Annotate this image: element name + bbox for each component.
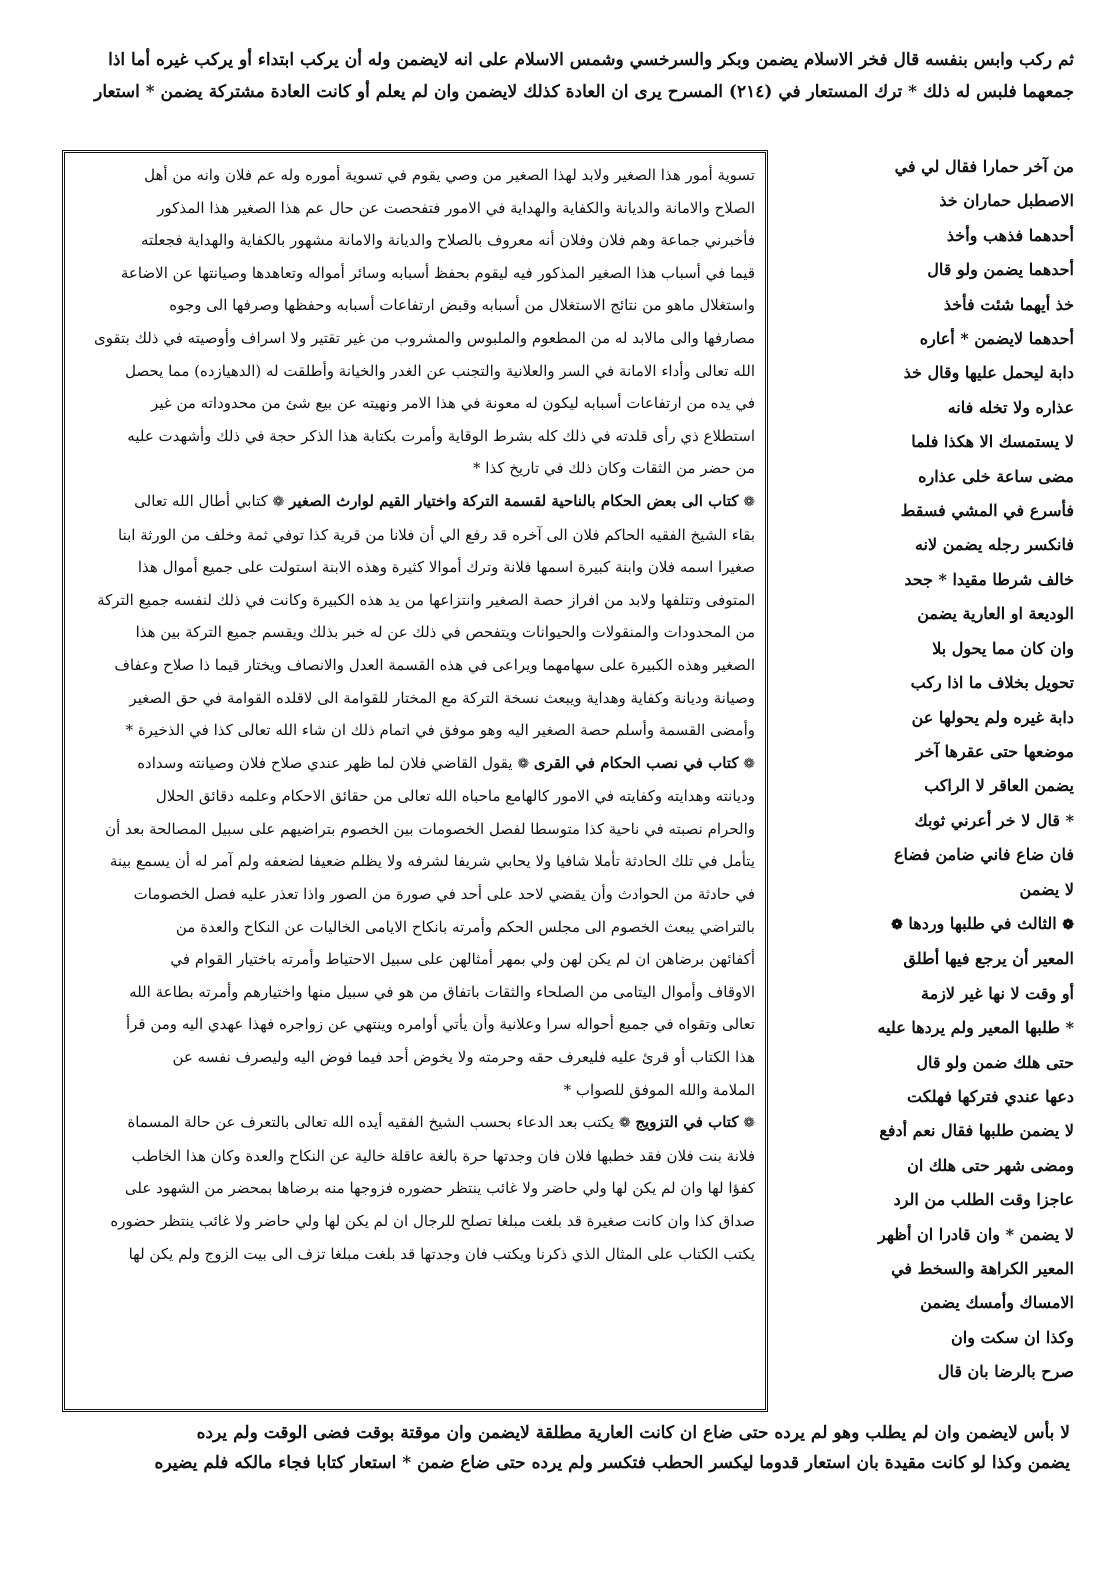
- margin-line: صرح بالرضا بان قال: [937, 1362, 1074, 1382]
- margin-line: عاجزا وقت الطلب من الرد: [893, 1190, 1074, 1210]
- text-line: بالتراضي يبعث الخصوم الى مجلس الحكم وأمرته بانكاح الايامى الخاليات عن النكاح والعدة من: [175, 917, 755, 936]
- margin-line: خالف شرطا مقيدا * جحد: [904, 569, 1074, 589]
- top-margin-line-2: جمعهما فلبس له ذلك * ترك المستعار في (٢١٤) المسرح يرى ان العادة كذلك لايضمن وان لم يعلم أو كانت العادة مشتركة يضمن * استعار: [94, 82, 1074, 102]
- text-line: من حضر من الثقات وكان ذلك في تاريخ كذا *: [473, 459, 755, 478]
- margin-line: عذاره ولا تخله فانه: [947, 397, 1074, 417]
- text-line: كفؤا لها وان لم يكن لها ولي حاضر ولا غائب ينتظر حضوره فزوجها منه برضاها بمحضر من الشهود على: [124, 1179, 755, 1198]
- ornament-icon: ❁: [891, 916, 903, 933]
- text-line: الاوقاف وأموال اليتامى من الصلحاء والثقات باتفاق من هو في سبيل منها واختيارهم وأمرته بطاعة الله: [129, 982, 755, 1001]
- ornament-icon: ❁: [743, 755, 755, 772]
- text-line: صغيرا اسمه فلان وابنة كبيرة اسمها فلانة وترك أموالا كثيرة وهذه الابنة استولت على جميع أموال هذا: [137, 558, 755, 577]
- paragraph-guardian-appointment: [75, 159, 755, 485]
- section-heading: كتاب في التزويج: [635, 1113, 739, 1132]
- paragraph-inheritance-division: [75, 485, 755, 747]
- margin-line: المعير الكراهة والسخط في: [891, 1259, 1074, 1278]
- margin-line: المعير أن يرجع فيها أطلق: [903, 949, 1074, 969]
- margin-line: * طلبها المعير ولم يردها عليه: [877, 1018, 1074, 1038]
- margin-line: موضعها حتى عقرها آخر: [915, 741, 1074, 761]
- margin-line: أحدهما لايضمن * أعاره: [919, 329, 1074, 349]
- margin-line: الوديعة او العارية يضمن: [917, 604, 1074, 624]
- text-line: مصارفها والى مالابد له من المطعوم والملبوس والمشروب من غير تقتير ولا اسراف وأوصيته في ذلك بتقوى: [94, 328, 755, 347]
- margin-line: لا يضمن طلبها فقال نعم أدفع: [879, 1121, 1074, 1141]
- margin-line: من آخر حمارا فقال لي في: [894, 157, 1074, 176]
- ornament-icon: ❁: [743, 493, 755, 510]
- text-line: استطلاع ذي رأى قلدته في ذلك كله بشرط الوقاية وأمرت بكتابة هذا الذكر حجة في ذلك وأشهدت عليه: [127, 426, 755, 445]
- margin-line: فانكسر رجله يضمن لانه: [914, 535, 1074, 555]
- text-line: صداق كذا وان كانت صغيرة قد بلغت مبلغا تصلح للرجال ان لم يكن لها ولي حاضر ولا غائب ينتظر حضوره: [110, 1212, 755, 1230]
- margin-line: فأسرع في المشي فسقط: [900, 501, 1074, 521]
- main-text-frame: [62, 150, 768, 1412]
- margin-line: لا يستمسك الا هكذا فلما: [911, 432, 1074, 452]
- text-line: بقاء الشيخ الفقيه الحاكم فلان الى آخره قد رفع الي أن فلانا من قرية كذا توفي ثمة وخلف من الورثة ابنا: [118, 525, 755, 544]
- text-line: المتوفى وتتلفها ولابد من افراز حصة الصغير وانتزاعها من يد هذه الكبيرة وكانت في ذلك لنفسه جميع التركة: [97, 590, 755, 609]
- top-margin-line: ثم ركب وابس بنفسه قال فخر الاسلام يضمن وبكر والسرخسي وشمس الاسلام على انه لايضمن وله أن يركب ابتداء أو يركب غيره أما اذا: [108, 50, 1074, 70]
- margin-line: مضى ساعة خلى عذاره: [918, 466, 1074, 486]
- margin-line: أحدهما فذهب وأخذ: [946, 225, 1074, 245]
- text-line: قيما في أسباب هذا الصغير المذكور فيه ليقوم بحفظ أسبابه وسائر أمواله وتعاهدها وصيانتها عن الاضاعة: [120, 263, 755, 282]
- bottom-margin-line: لا بأس لايضمن وان لم يطلب وهو لم يرده حتى ضاع ان كانت العارية مطلقة لايضمن وان موقتة بوقت فضى الوقت ولم يرده: [196, 1423, 1070, 1443]
- margin-line: الامساك وأمسك يضمن: [920, 1293, 1074, 1313]
- section-heading: كتاب الى بعض الحكام بالناحية لقسمة التركة واختيار القيم لوارث الصغير: [289, 491, 739, 510]
- margin-line: وان كان مما يحول بلا: [932, 638, 1074, 658]
- margin-line: ومضى شهر حتى هلك ان: [907, 1155, 1074, 1175]
- ornament-icon: ❁: [1062, 916, 1074, 933]
- margin-heading-line: ❁ الثالث في طلبها وردها ❁: [891, 913, 1074, 933]
- ornament-icon: ❁: [743, 1115, 755, 1132]
- text-line: وصيانة وديانة وكفاية وهداية ويبعث نسخة التركة مع المختار للقوامة الى لاقلده القوامة في حق الصغير: [129, 688, 755, 707]
- text-line: الله تعالى وأداء الامانة في السر والعلانية والتجنب عن الغدر والخيانة وأطلقت له (الدهيازده) مما يحصل: [125, 361, 755, 380]
- text-line: هذا الكتاب أو قرئ عليه فليعرف حقه وحرمته ولا يخوض أحد فيما فوض اليه وليصرف نفسه عن: [172, 1048, 755, 1067]
- main-text-body: [75, 159, 755, 1405]
- margin-line: حتى هلك ضمن ولو قال: [916, 1052, 1074, 1072]
- text-line: أكفائهن برضاهن ان لم يكن لهن ولي بمهر أمثالهن على سبيل الاحتياط وأمرته باختيار القوام في: [170, 950, 755, 969]
- margin-line: لا يضمن: [1019, 879, 1074, 899]
- text-line: وأمضى القسمة وأسلم حصة الصغير اليه وهو موفق في اتمام ذلك ان شاء الله تعالى كذا في الذخيرة *: [125, 721, 755, 740]
- margin-line: دعها عندي فتركها فهلكت: [907, 1086, 1074, 1106]
- text-line: في يده من ارتفاعات أسبابه ليكون له معونة في هذا الامر ونهيته عن بيع شئ من محدوداته من غير: [151, 394, 755, 413]
- text-line: ❁ كتاب في التزويج ❁ يكتب بعد الدعاء بحسب الشيخ الفقيه أيده الله تعالى بالتعرف عن حالة المسماة: [127, 1113, 755, 1132]
- text-line: ❁ كتاب في نصب الحكام في القرى ❁ يقول القاضي فلان لما ظهر عندي صلاح فلان وصيانته وسداده: [137, 753, 755, 772]
- margin-line: دابة غيره ولم يحولها عن: [911, 707, 1074, 727]
- ornament-icon: ❁: [272, 493, 285, 510]
- margin-line: الاصطبل حماران خذ: [939, 191, 1074, 211]
- text-line: فأخبرني جماعة وهم فلان وفلان أنه معروف بالصلاح والديانة والامانة مشهور بالكفاية والهداية فجعلته: [141, 231, 755, 250]
- top-margin-text: [62, 44, 1074, 140]
- margin-line: فان ضاع فاني ضامن فضاع: [893, 845, 1074, 865]
- section-heading: كتاب في نصب الحكام في القرى: [533, 753, 739, 772]
- text-line: يتأمل في تلك الحادثة تأملا شافيا ولا يحابي شريفا لشرفه ولا يظلم ضعيفا لضعفه ولم آمر له أن يسمع بينة: [109, 852, 755, 871]
- text-line: ❁ كتاب الى بعض الحكام بالناحية لقسمة التركة واختيار القيم لوارث الصغير ❁ كتابي أطال الله تعالى: [134, 491, 755, 510]
- paragraph-village-judges: [75, 747, 755, 1107]
- margin-line: * قال لا خر أعرني ثوبك: [914, 810, 1074, 830]
- text-line: الصغير وهذه الكبيرة على سهامهما ويراعى في هذه القسمة العدل والانصاف ويختار قيما ذا صلاح وعفاف: [114, 655, 755, 674]
- text-line: تعالى وتقواه في جميع أحواله سرا وعلانية وأن يأتي أوامره وينتهي عن زواجره فهذا عهدي اليه ومن قرأ: [125, 1015, 755, 1034]
- paragraph-marriage: [75, 1106, 755, 1270]
- ornament-icon: ❁: [618, 1115, 631, 1132]
- margin-line: خذ أيهما شئت فأخذ: [943, 294, 1074, 314]
- margin-line: تحويل بخلاف ما اذا ركب: [910, 673, 1074, 693]
- bottom-margin-line: يضمن وكذا لو كانت مقيدة بان استعار قدوما ليكسر الحطب فتكسر ولم يرده حتى ضاع ضمن * استعار كتابا فجاء مالكه فلم يضيره: [154, 1453, 1070, 1473]
- ornament-icon: ❁: [517, 755, 530, 772]
- side-margin-text: [774, 150, 1074, 1412]
- text-line: فلانة بنت فلان فقد خطبها فلان فان وجدتها حرة بالغة عاقلة خالية عن النكاح والعدة وكان هذا الخاطب: [131, 1146, 755, 1165]
- text-line: من المحدودات والمنقولات والحيوانات ويتفحص في ذلك عن له خبر بذلك ويقسم جميع التركة بين هذا: [135, 623, 755, 642]
- text-line: والحرام نصبته في ناحية كذا متوسطا لفصل الخصومات بين الخصوم بتراضيهم على سبيل المصالحة بعد أن: [105, 819, 755, 838]
- text-line: واستغلال ماهو من نتائج الاستغلال من أسبابه وقبض ارتفاعات أسبابه وحفظها وصرفها الى وجوه: [169, 296, 755, 315]
- margin-line: وكذا ان سكت وان: [951, 1327, 1074, 1347]
- margin-line: يضمن العاقر لا الراكب: [924, 776, 1074, 796]
- margin-line: أحدهما يضمن ولو قال: [927, 260, 1074, 280]
- bottom-margin-text: [70, 1418, 1070, 1478]
- text-line: تسوية أمور هذا الصغير ولابد لهذا الصغير من وصي يقوم في تسوية أموره وله عم فلان وانه من أهل: [144, 166, 755, 184]
- margin-line: أو وقت لا نها غير لازمة: [921, 983, 1074, 1003]
- text-line: وديانته وهدايته وكفايته في الامور كالهامع ماحباه الله تعالى من حقائق الاحكام وعلمه دقائق الحلال: [155, 787, 755, 806]
- text-line: الصلاح والامانة والديانة والكفاية والهداية في الامور فتفحصت عن حال عم هذا الصغير هذا المذكور: [157, 198, 755, 217]
- page-number: (٢١٤): [728, 82, 773, 102]
- margin-line: لا يضمن * وان قادرا ان أظهر: [878, 1224, 1074, 1244]
- text-line: الملامة والله الموفق للصواب *: [563, 1080, 755, 1099]
- text-line: يكتب الكتاب على المثال الذي ذكرنا ويكتب فان وجدتها قد بلغت مبلغا تزف الى بيت الزوج ولم يكن لها: [128, 1244, 755, 1263]
- margin-line: دابة ليحمل عليها وقال خذ: [903, 363, 1074, 383]
- text-line: في حادثة من الحوادث وأن يقضي لاحد على أحد في صورة من الصور واذا تعذر عليه فصل الخصومات: [133, 885, 755, 904]
